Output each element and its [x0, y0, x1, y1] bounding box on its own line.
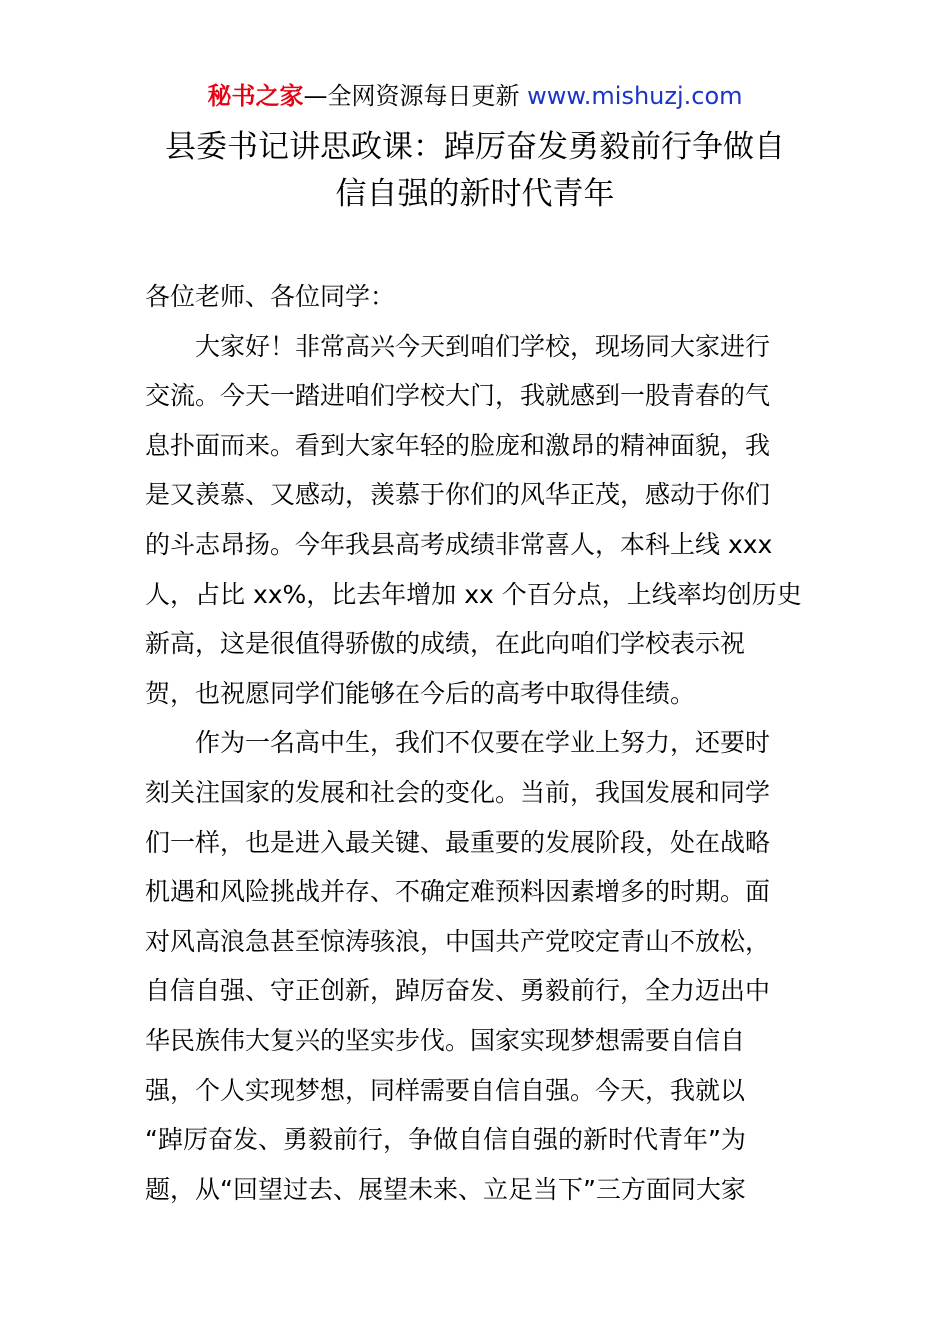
site-brand: 秘书之家	[207, 82, 304, 110]
salutation: 各位老师、各位同学：	[145, 282, 396, 311]
paragraph-line: 息扑面而来。看到大家年轻的脸庞和激昂的精神面貌，我	[145, 430, 771, 460]
paragraph-line: 自信自强、守正创新，踔厉奋发、勇毅前行，全力迈出中	[145, 976, 771, 1006]
site-tagline: —全网资源每日更新	[303, 82, 528, 110]
paragraph-line: 对风高浪急甚至惊涛骇浪，中国共产党咬定青山不放松，	[145, 926, 771, 956]
paragraph-line: 华民族伟大复兴的坚实步伐。国家实现梦想需要自信自	[145, 1025, 746, 1055]
paragraph-line: 新高，这是很值得骄傲的成绩，在此向咱们学校表示祝	[145, 629, 746, 659]
site-url-link[interactable]: www.mishuzj.com	[527, 82, 743, 110]
paragraph-line: 贺，也祝愿同学们能够在今后的高考中取得佳绩。	[145, 678, 696, 708]
site-header	[0, 80, 950, 112]
title-line: 县委书记讲思政课：踔厉奋发勇毅前行争做自	[165, 129, 785, 165]
document-title	[130, 124, 820, 218]
paragraph-line: 交流。今天一踏进咱们学校大门，我就感到一股青春的气	[145, 381, 771, 411]
paragraph-line: 强，个人实现梦想，同样需要自信自强。今天，我就以	[145, 1075, 746, 1105]
paragraph-line: 作为一名高中生，我们不仅要在学业上努力，还要时	[195, 728, 771, 758]
paragraph-line: 的斗志昂扬。今年我县高考成绩非常喜人，本科上线 xxx	[145, 529, 773, 559]
paragraph-line: “踔厉奋发、勇毅前行，争做自信自强的新时代青年”为	[145, 1125, 746, 1155]
paragraph-line: 们一样，也是进入最关键、最重要的发展阶段，处在战略	[145, 827, 771, 857]
document-body	[145, 272, 807, 1214]
paragraph-line: 机遇和风险挑战并存、不确定难预料因素增多的时期。面	[145, 877, 771, 907]
paragraph-line: 刻关注国家的发展和社会的变化。当前，我国发展和同学	[145, 777, 771, 807]
paragraph-line: 是又羡慕、又感动，羡慕于你们的风华正茂，感动于你们	[145, 480, 771, 510]
paragraph-line: 大家好！非常高兴今天到咱们学校，现场同大家进行	[195, 331, 771, 361]
paragraph-line: 题，从“回望过去、展望未来、立足当下”三方面同大家	[145, 1174, 746, 1204]
title-line: 信自强的新时代青年	[335, 176, 615, 212]
paragraph-line: 人，占比 xx%，比去年增加 xx 个百分点，上线率均创历史	[145, 579, 802, 609]
